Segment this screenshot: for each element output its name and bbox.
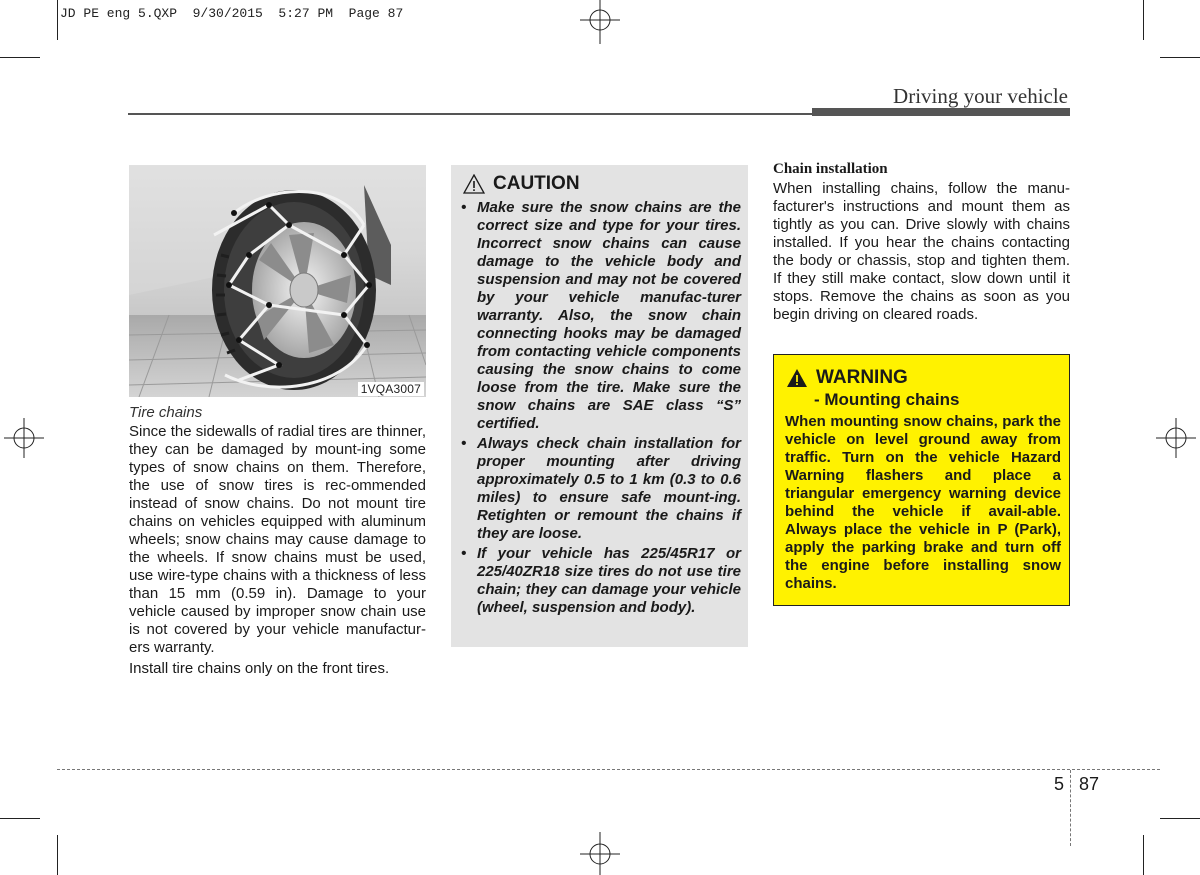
chapter-number: 5 (1054, 774, 1065, 794)
warning-box (773, 354, 1070, 606)
page-number-divider (1070, 770, 1071, 846)
chain-installation-heading: Chain installation (773, 161, 888, 177)
print-slug-line: JD PE eng 5.QXP 9/30/2015 5:27 PM Page 87 (60, 6, 404, 21)
tire-chains-final-note: Install tire chains only on the front tires. (129, 660, 390, 677)
tire-chain-photo (129, 165, 426, 397)
registration-mark-right (1156, 418, 1200, 458)
header-rule-thick (812, 108, 1070, 116)
header-rule-thin (128, 113, 812, 115)
caution-item: • Always check chain installation for proper mounting after driving approximately 0.5 to 1 km (0.3 to 0.6 miles) to ensure safe mount-ing. Retighten or remount the chains if they are loose. (461, 435, 741, 542)
page-number: 87 (1079, 774, 1100, 794)
chain-installation-paragraph: When installing chains, follow the manu-facturer's instructions and mount them as tightly as you can. Drive slowly with chains installed. If you hear the chains contacting the body or chassis, stop and tighten them. If they still make contact, slow down until it stops. Remove the chains as soon as you begin driving on cleared roads. (773, 180, 1070, 323)
registration-mark-bottom (580, 832, 620, 875)
caution-title: CAUTION (493, 173, 580, 194)
warning-header (786, 367, 908, 389)
footer-dashed-rule (57, 769, 1160, 770)
caution-triangle-icon (463, 174, 485, 194)
warning-title: WARNING (816, 367, 908, 388)
tire-with-snow-chain-icon (129, 165, 426, 397)
caution-item: • If your vehicle has 225/45R17 or 225/40ZR18 size tires do not use tire chain; they can damage your vehicle (wheel, suspension and body). (461, 545, 741, 616)
registration-mark-left (0, 418, 44, 458)
registration-mark-top (580, 0, 620, 44)
tire-chains-column (129, 165, 426, 678)
caution-item: • Make sure the snow chains are the correct size and type for your tires. Incorrect snow chains can cause damage to the vehicle body and suspension and may not be covered by your vehicle manufac-turer warranty. Also, the snow chain connecting hooks may be damaged from contacting vehicle components causing the snow chains to come loose from the tire. Make sure the snow chains are SAE class “S” certified. (461, 199, 741, 432)
caution-list (459, 199, 741, 619)
warning-text: When mounting snow chains, park the vehicle on level ground away from traffic. Turn on the vehicle Hazard Warning flashers and place a triangular emergency warning device behind the vehicle if avail-able. Always place the vehicle in P (Park), apply the parking brake and turn off the engine before installing snow chains. (785, 413, 1061, 592)
tire-chains-heading: Tire chains (129, 404, 203, 421)
tire-chains-paragraph: Since the sidewalls of radial tires are thinner, they can be damaged by mount-ing some types of snow chains on them. Therefore, the use of snow tires is rec-ommended instead of snow chains. Do not mount tire chains on vehicles equipped with aluminum wheels; snow chains may cause damage to the wheels. If snow chains must be used, use wire-type chains with a thickness of less than 15 mm (0.59 in). Damage to your vehicle caused by improper snow chain use is not covered by your vehicle manufactur-ers warranty. (129, 423, 426, 656)
caution-header (463, 173, 580, 195)
section-title: Driving your vehicle (893, 84, 1068, 108)
figure-code: 1VQA3007 (358, 382, 424, 396)
chain-installation-column (773, 161, 1070, 324)
warning-subtitle: - Mounting chains (814, 390, 960, 409)
caution-box (451, 165, 748, 647)
warning-triangle-icon (786, 368, 808, 388)
